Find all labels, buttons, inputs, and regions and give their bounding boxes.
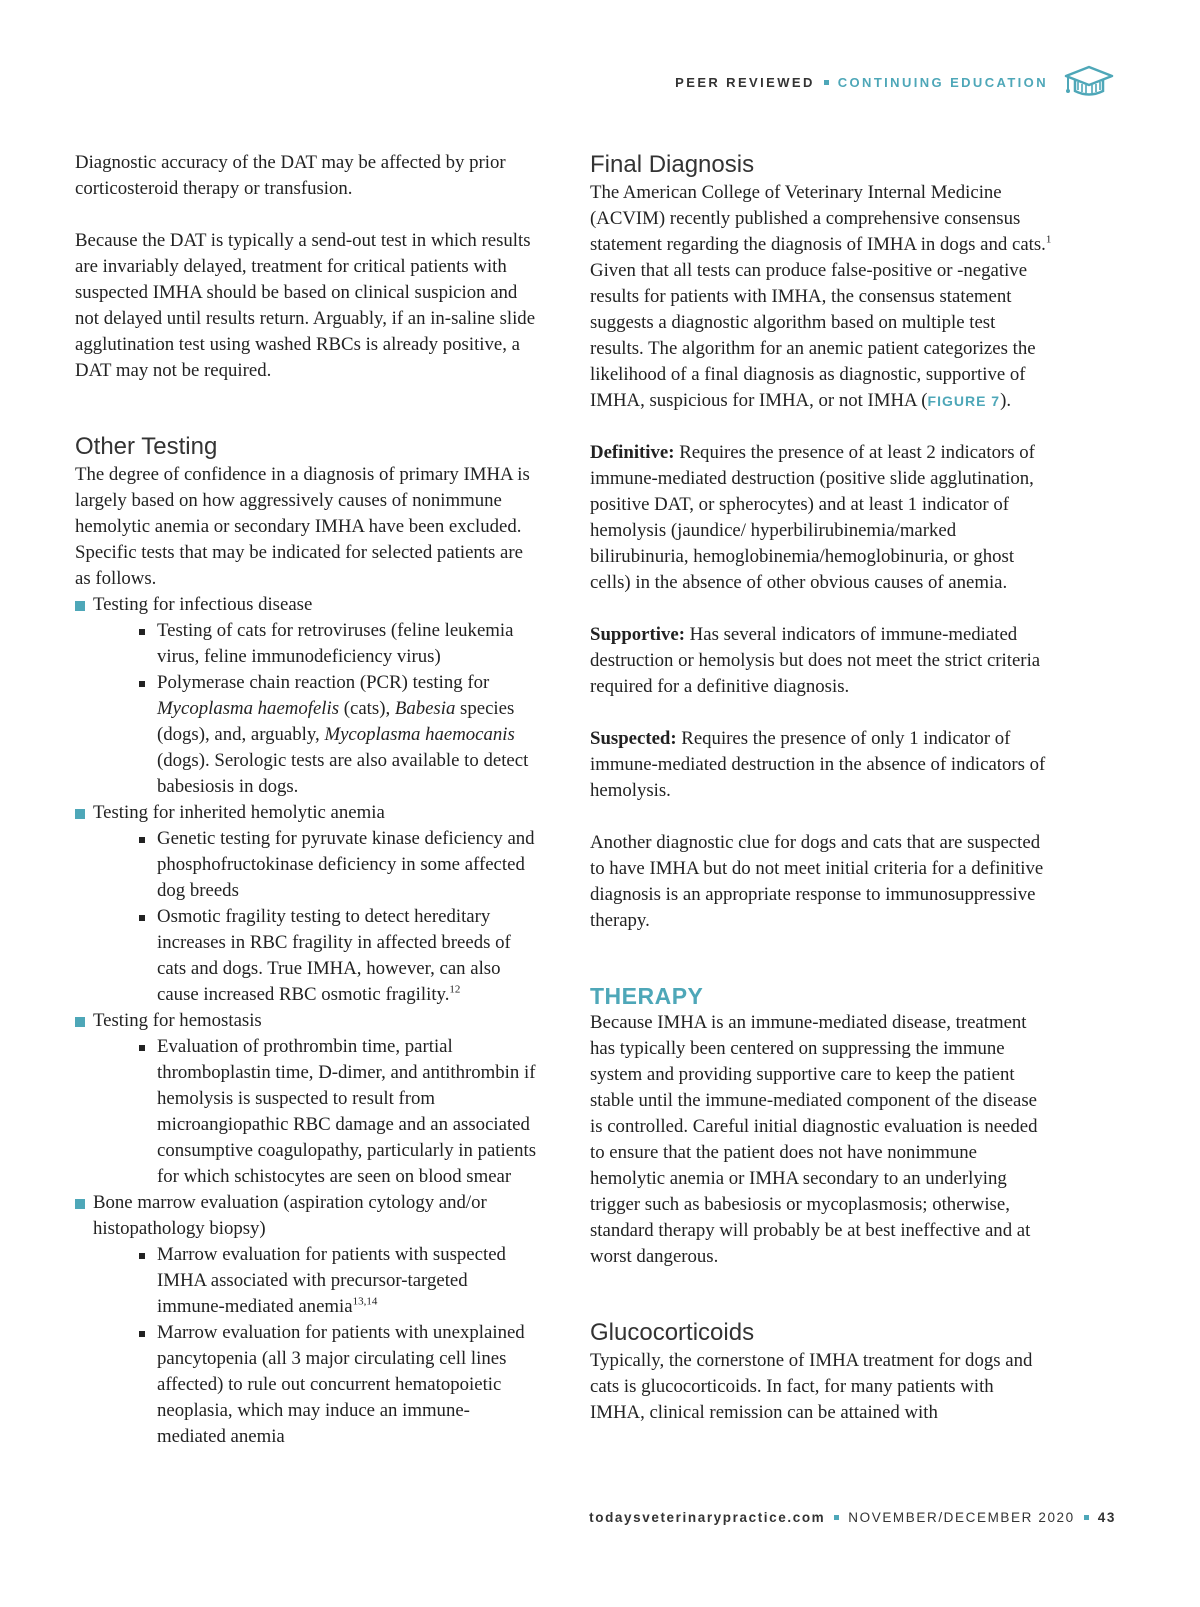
- separator-dot: [824, 80, 829, 85]
- sub-list-item-text: Marrow evaluation for patients with suspected IMHA associated with precursor-targeted immune-mediated anemia: [157, 1244, 506, 1317]
- paragraph-text: ).: [1000, 390, 1012, 411]
- therapy-paragraph: Because IMHA is an immune-mediated disease, treatment has typically been centered on suppressing the immune system and providing supportive care to keep the patient stable until the immune-mediated component of the disease is controlled. Careful initial diagnostic evaluation is needed to ensure that the patient does not have nonimmune hemolytic anemia or IMHA secondary to an underlying trigger such as babesiosis or mycoplasmosis; otherwise, standard therapy will probably be at best ineffective and at worst dangerous.: [590, 1012, 1038, 1267]
- left-column: [75, 150, 537, 1450]
- dat-paragraph-1: Diagnostic accuracy of the DAT may be affected by prior corticosteroid therapy or transfusion.: [75, 152, 506, 199]
- sub-list-item: [139, 670, 537, 800]
- paragraph-text: Requires the presence of at least 2 indicators of immune-mediated destruction (positive slide agglutination, positive DAT, or spherocytes) and at least 1 indicator of hemolysis (jaundice/ hyperbilirubinemia/marked bilirubinuria, hemoglobinemia/hemoglobinuria, or ghost cells) in the absence of other obvious causes of anemia.: [590, 442, 1035, 593]
- list-item: [75, 592, 537, 800]
- sub-list-item-text: (cats),: [339, 698, 395, 719]
- suspected-label: Suspected:: [590, 728, 677, 749]
- separator-dot: [834, 1515, 839, 1520]
- sub-list-item-text: Polymerase chain reaction (PCR) testing for: [157, 672, 490, 693]
- sub-list-item-text: Testing of cats for retroviruses (feline leukemia virus, feline immunodeficiency virus): [157, 620, 514, 667]
- sub-list-item: [139, 618, 537, 670]
- dat-paragraph-2: Because the DAT is typically a send-out test in which results are invariably delayed, treatment for critical patients with suspected IMHA should be based on clinical suspicion and not delayed until results return. Arguably, if an in-saline slide agglutination test using washed RBCs is already positive, a DAT may not be required.: [75, 230, 536, 381]
- reference-superscript: 13,14: [352, 1295, 378, 1308]
- sub-list-item: [139, 826, 537, 904]
- peer-reviewed-label: PEER REVIEWED: [675, 74, 815, 90]
- paragraph-text: Requires the presence of only 1 indicator of immune-mediated destruction in the absence of indicators of hemolysis.: [590, 728, 1046, 801]
- final-diagnosis-heading: Final Diagnosis: [590, 151, 755, 178]
- species-name: Mycoplasma haemocanis: [324, 724, 515, 745]
- issue-date: NOVEMBER/DECEMBER 2020: [848, 1510, 1075, 1525]
- right-column: [590, 150, 1052, 1426]
- sub-list-item-text: Evaluation of prothrombin time, partial thromboplastin time, D-dimer, and antithrombin if hemolysis is suspected to result from microangiopathic RBC damage and an associated consumptive coagulopathy, particularly in patients for which schistocytes are seen on blood smear: [157, 1036, 536, 1187]
- sub-list-item-text: Genetic testing for pyruvate kinase deficiency and phosphofructokinase deficiency in some affected dog breeds: [157, 828, 535, 901]
- continuing-education-label: CONTINUING EDUCATION: [837, 74, 1048, 90]
- reference-superscript: 1: [1045, 233, 1052, 246]
- separator-dot: [1084, 1515, 1089, 1520]
- figure-7-link[interactable]: FIGURE 7: [927, 393, 1001, 409]
- list-item-label: Testing for hemostasis: [93, 1010, 262, 1031]
- sub-list-item-text: species (dogs), and, arguably,: [157, 698, 515, 745]
- sub-list-item-text: Marrow evaluation for patients with unexplained pancytopenia (all 3 major circulating cell lines affected) to rule out concurrent hematopoietic neoplasia, which may induce an immune-mediated anemia: [157, 1322, 525, 1447]
- paragraph-text: Has several indicators of immune-mediated destruction or hemolysis but does not meet the strict criteria required for a definitive diagnosis.: [590, 624, 1041, 697]
- other-testing-intro: The degree of confidence in a diagnosis of primary IMHA is largely based on how aggressively causes of nonimmune hemolytic anemia or secondary IMHA have been excluded. Specific tests that may be indicated for selected patients are as follows.: [75, 464, 530, 589]
- therapy-heading: THERAPY: [590, 983, 704, 1009]
- definitive-paragraph: [590, 440, 1052, 596]
- diagnostic-clue-paragraph: Another diagnostic clue for dogs and cats that are suspected to have IMHA but do not meet initial criteria for a definitive diagnosis is an appropriate response to immunosuppressive therapy.: [590, 832, 1044, 931]
- page-number: 43: [1097, 1510, 1116, 1525]
- testing-list: [75, 592, 537, 1450]
- list-item: [75, 1190, 537, 1450]
- sub-list-item: [139, 1034, 537, 1190]
- suspected-paragraph: [590, 726, 1052, 804]
- list-item-label: Bone marrow evaluation (aspiration cytology and/or histopathology biopsy): [93, 1192, 487, 1239]
- supportive-paragraph: [590, 622, 1052, 700]
- glucocorticoids-paragraph: Typically, the cornerstone of IMHA treatment for dogs and cats is glucocorticoids. In fact, for many patients with IMHA, clinical remission can be attained with: [590, 1350, 1033, 1423]
- list-item: [75, 1008, 537, 1190]
- sub-list-item: [139, 904, 537, 1008]
- glucocorticoids-heading: Glucocorticoids: [590, 1319, 755, 1346]
- sub-list-item: [139, 1242, 537, 1320]
- graduation-cap-icon: [1062, 64, 1116, 100]
- paragraph-text: Given that all tests can produce false-positive or -negative results for patients with IMHA, the consensus statement suggests a diagnostic algorithm based on multiple test results. The algorithm for an anemic patient categorizes the likelihood of a final diagnosis as diagnostic, supportive of IMHA, suspicious for IMHA, or not IMHA (: [590, 260, 1036, 411]
- species-name: Mycoplasma haemofelis: [157, 698, 340, 719]
- definitive-label: Definitive:: [590, 442, 675, 463]
- page-footer: [589, 1510, 1116, 1525]
- sub-list-item: [139, 1320, 537, 1450]
- supportive-label: Supportive:: [590, 624, 685, 645]
- species-name: Babesia: [394, 698, 456, 719]
- list-item-label: Testing for inherited hemolytic anemia: [93, 802, 385, 823]
- reference-superscript: 12: [449, 983, 461, 996]
- sub-list-item-text: Osmotic fragility testing to detect hereditary increases in RBC fragility in affected breeds of cats and dogs. True IMHA, however, can also cause increased RBC osmotic fragility.: [157, 906, 511, 1005]
- other-testing-heading: Other Testing: [75, 433, 218, 460]
- sub-list-item-text: (dogs). Serologic tests are also available to detect babesiosis in dogs.: [157, 750, 529, 797]
- list-item: [75, 800, 537, 1008]
- list-item-label: Testing for infectious disease: [93, 594, 313, 615]
- website-url[interactable]: todaysveterinarypractice.com: [589, 1510, 826, 1525]
- running-header: [675, 64, 1116, 100]
- final-diagnosis-paragraph: [590, 180, 1052, 414]
- paragraph-text: The American College of Veterinary Internal Medicine (ACVIM) recently published a comprehensive consensus statement regarding the diagnosis of IMHA in dogs and cats.: [590, 182, 1046, 255]
